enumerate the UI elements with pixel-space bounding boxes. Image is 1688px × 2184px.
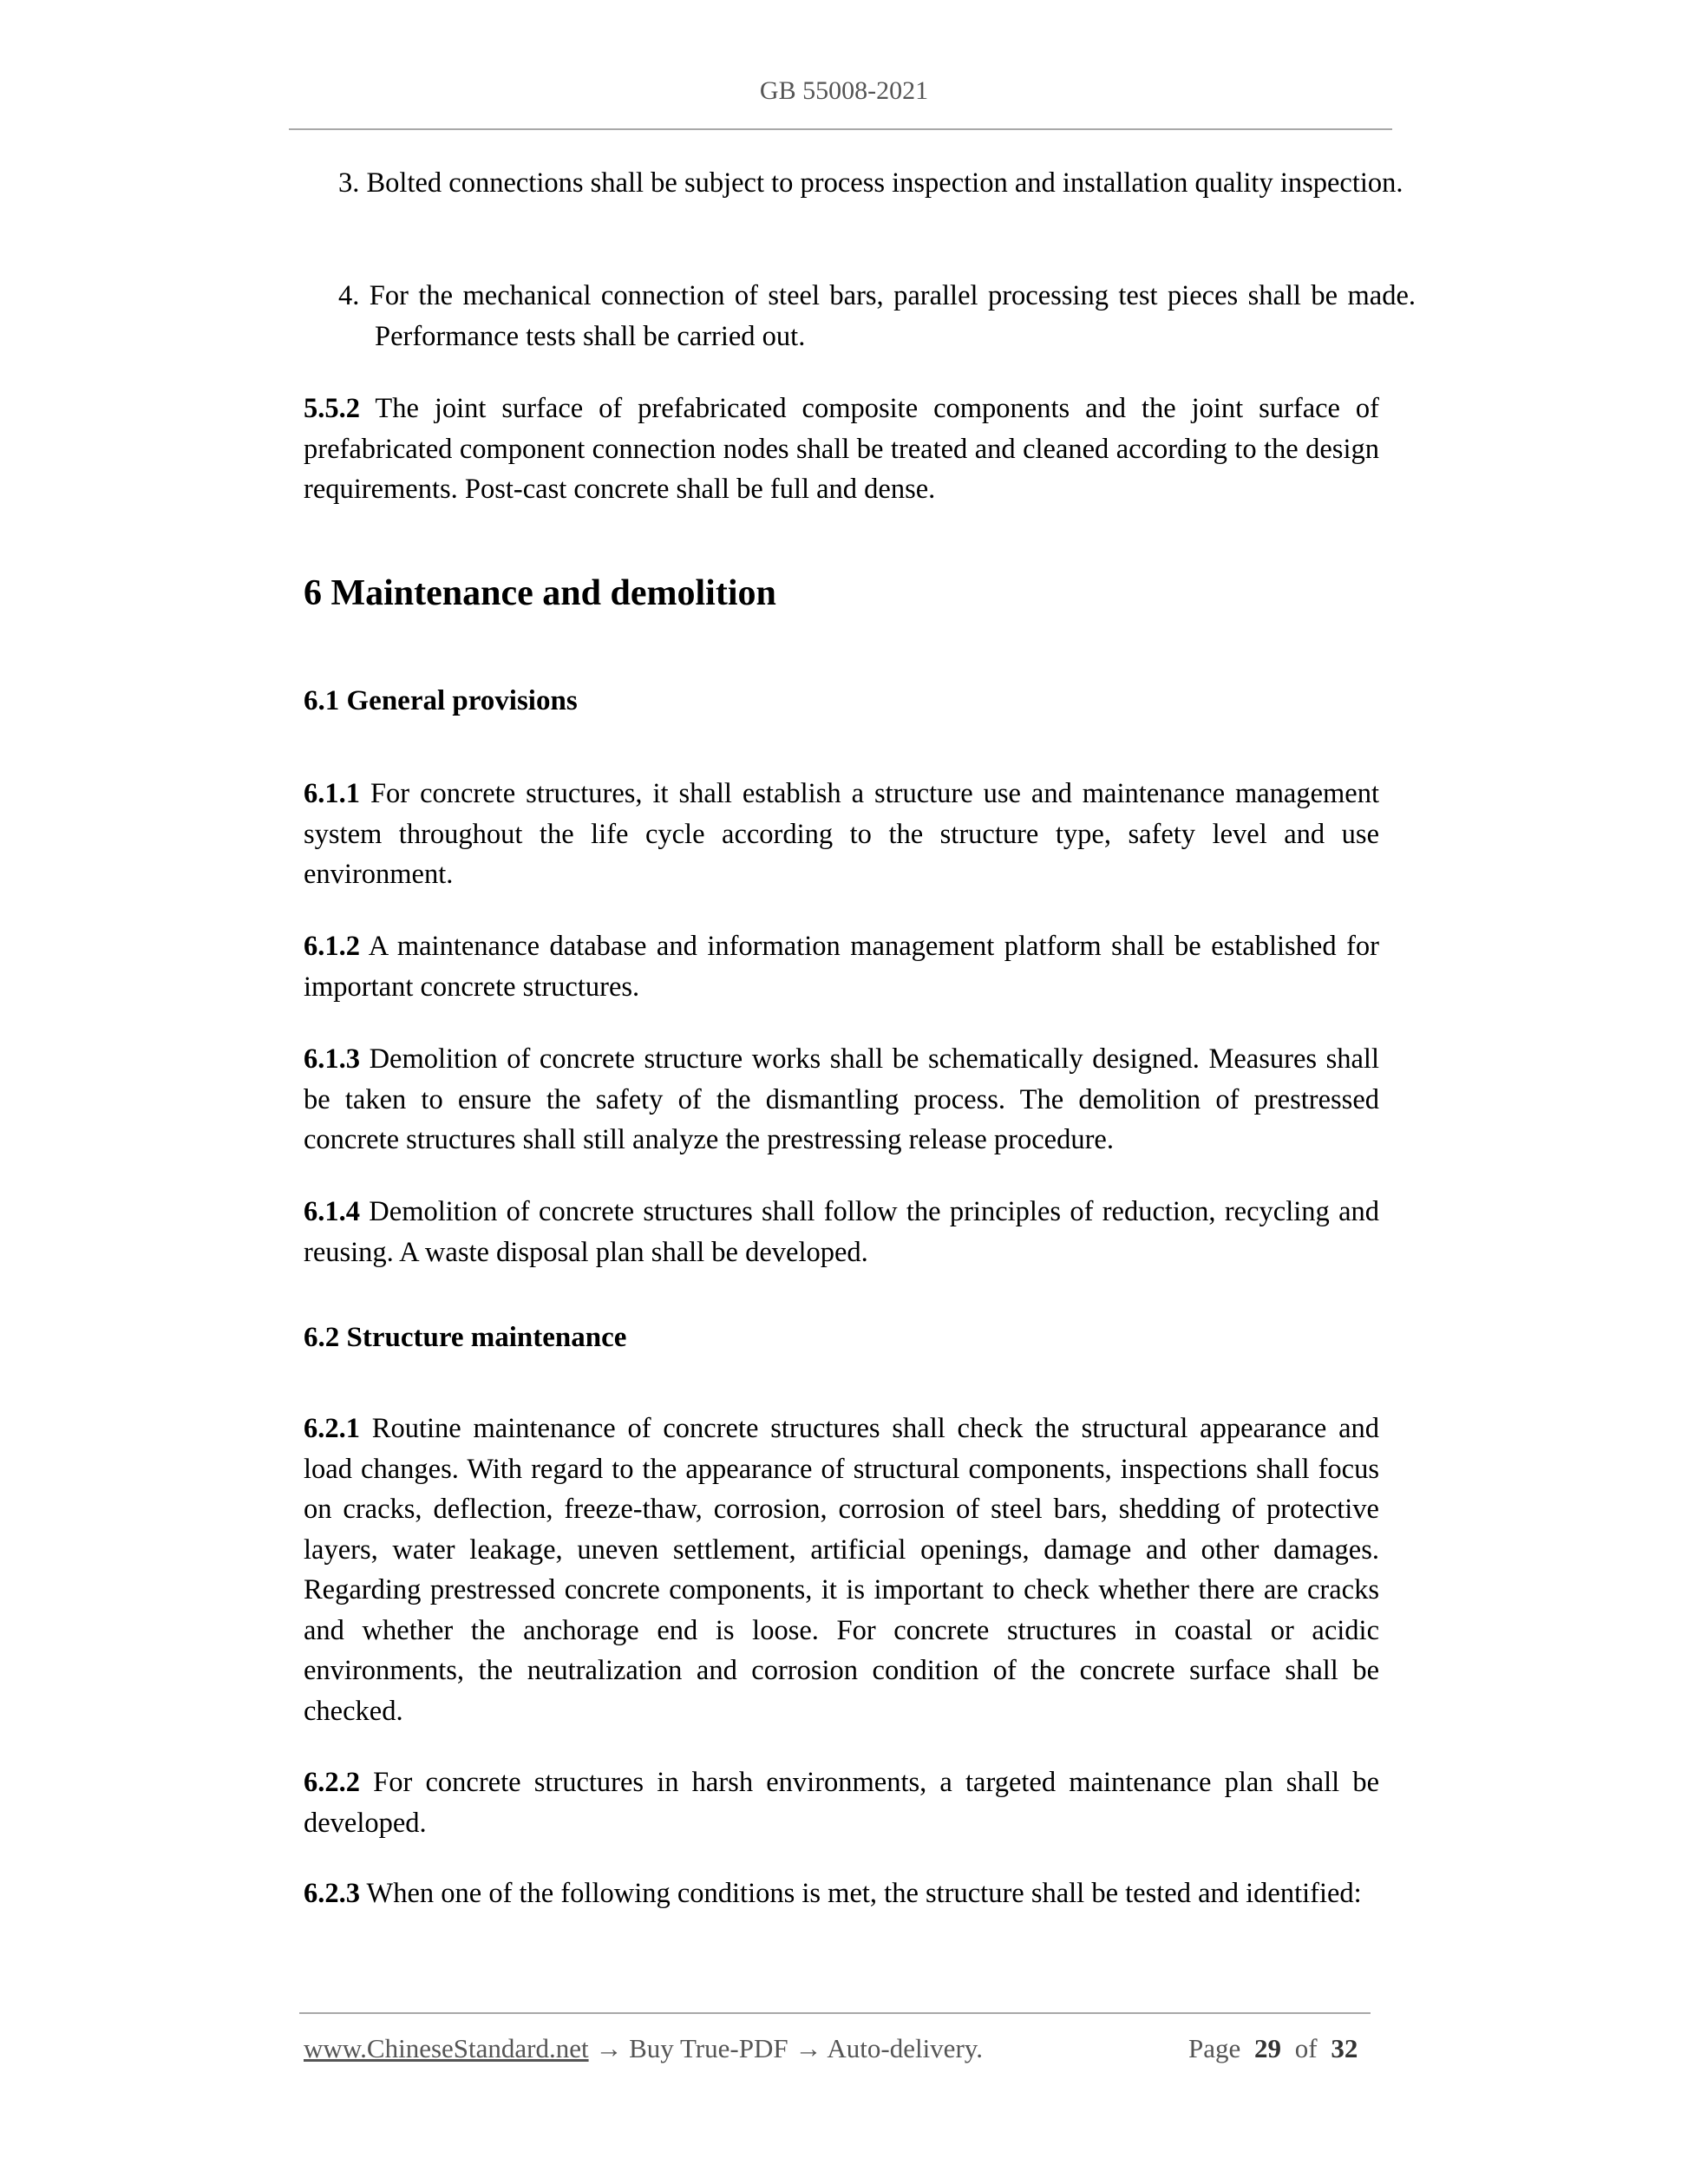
- list-item-3: 3. Bolted connections shall be subject to process inspection and installation quality inspection.: [338, 167, 1403, 199]
- list-item-4: 4. For the mechanical connection of steel bars, parallel processing test pieces shall be made. Performance tests shall be carried out.: [338, 280, 1416, 352]
- header-divider: [289, 128, 1392, 130]
- clause-text: The joint surface of prefabricated composite components and the joint surface of prefabricated component connection nodes shall be treated and cleaned according to the design requirements. Post-cast concrete shall be full and dense.: [304, 393, 1379, 505]
- clause-number: 6.1.3: [304, 1043, 360, 1075]
- website-link[interactable]: www.ChineseStandard.net: [304, 2033, 589, 2063]
- document-code-header: GB 55008-2021: [759, 76, 929, 105]
- of-label: of: [1294, 2033, 1318, 2063]
- page-indicator: [1188, 2033, 1364, 2064]
- total-pages-number: 32: [1331, 2033, 1358, 2063]
- clause-number: 6.1.1: [304, 778, 360, 809]
- clause-text: Demolition of concrete structures shall follow the principles of reduction, recycling and reusing. A waste disposal plan shall be developed.: [304, 1196, 1379, 1268]
- clause-text: When one of the following conditions is met, the structure shall be tested and identified:: [360, 1878, 1362, 1909]
- clause-6-1-1: [304, 774, 1379, 895]
- clause-number: 6.2.3: [304, 1878, 360, 1909]
- clause-5-5-2: [304, 389, 1379, 510]
- clause-number: 6.1.4: [304, 1196, 360, 1227]
- page-label: Page: [1188, 2033, 1241, 2063]
- clause-number: 5.5.2: [304, 393, 360, 424]
- footer-divider: [299, 2012, 1371, 2014]
- current-page-number: 29: [1254, 2033, 1282, 2063]
- clause-6-1-4: [304, 1192, 1379, 1272]
- clause-number: 6.2.2: [304, 1767, 360, 1798]
- section-heading-6-2: 6.2 Structure maintenance: [304, 1322, 627, 1353]
- clause-number: 6.2.1: [304, 1413, 360, 1444]
- clause-number: 6.1.2: [304, 931, 360, 962]
- clause-text: Routine maintenance of concrete structures shall check the structural appearance and load changes. With regard to the appearance of structural components, inspections shall focus on cracks, deflection, freeze-thaw, corrosion, corrosion of steel bars, shedding of protective layers, water leakage, uneven settlement, artificial openings, damage and other damages. Regarding prestressed concrete components, it is important to check whether there are cracks and whether the anchorage end is loose. For concrete structures in coastal or acidic environments, the neutralization and corrosion condition of the concrete surface shall be checked.: [304, 1413, 1379, 1727]
- clause-text: For concrete structures, it shall establish a structure use and maintenance management system throughout the life cycle according to the structure type, safety level and use environment.: [304, 778, 1379, 890]
- footer-tagline: → Buy True-PDF → Auto-delivery.: [588, 2033, 983, 2063]
- clause-6-1-2: [304, 926, 1379, 1007]
- clause-6-2-3: [304, 1873, 1379, 1914]
- clause-text: A maintenance database and information management platform shall be established for important concrete structures.: [304, 931, 1379, 1003]
- clause-text: For concrete structures in harsh environments, a targeted maintenance plan shall be developed.: [304, 1767, 1379, 1839]
- footer-promo: [304, 2033, 983, 2064]
- clause-text: Demolition of concrete structure works shall be schematically designed. Measures shall be taken to ensure the safety of the dismantling process. The demolition of prestressed concrete structures shall still analyze the prestressing release procedure.: [304, 1043, 1379, 1155]
- clause-6-1-3: [304, 1039, 1379, 1161]
- clause-6-2-1: [304, 1409, 1379, 1731]
- section-heading-6-1: 6.1 General provisions: [304, 685, 578, 716]
- clause-6-2-2: [304, 1762, 1379, 1843]
- chapter-heading: 6 Maintenance and demolition: [304, 573, 776, 613]
